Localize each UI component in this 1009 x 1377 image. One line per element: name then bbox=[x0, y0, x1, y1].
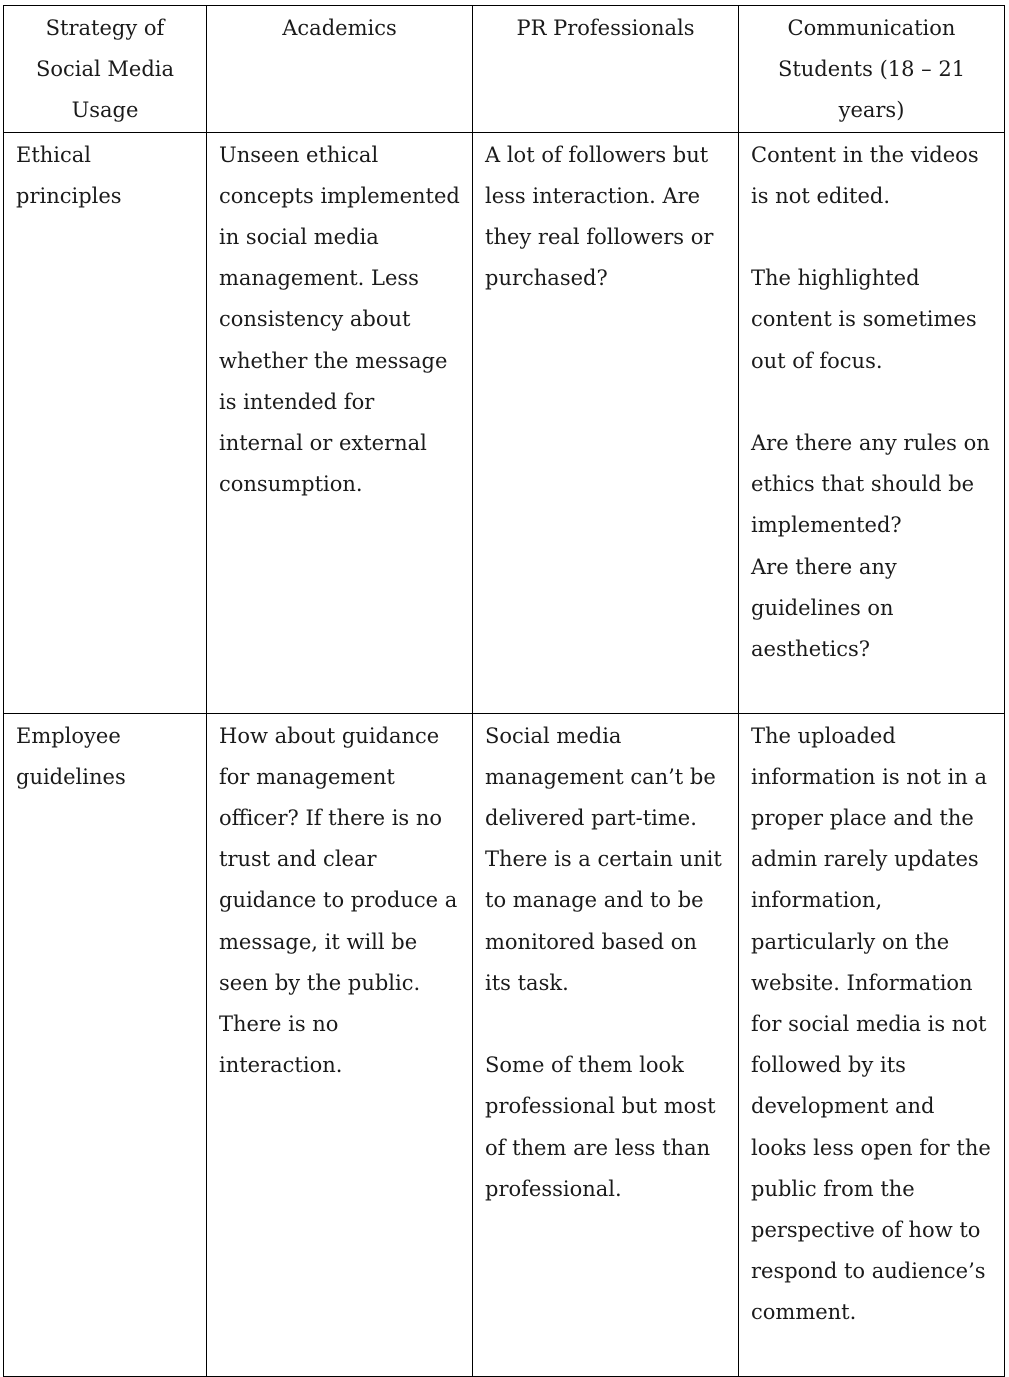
strategy-comparison-table bbox=[3, 5, 1005, 1377]
cell-paragraph: Are there any guidelines on aesthetics? bbox=[751, 554, 897, 662]
header-pr-professionals: PR Professionals bbox=[473, 6, 739, 133]
cell-paragraph: Some of them look professional but most of them are less than professional. bbox=[485, 1053, 716, 1201]
cell-students bbox=[739, 713, 1005, 1376]
table-row bbox=[4, 132, 1005, 713]
strategy-label: Employee guidelines bbox=[16, 723, 126, 789]
cell-academics bbox=[207, 132, 473, 713]
cell-academics bbox=[207, 713, 473, 1376]
cell-paragraph: The uploaded information is not in a proper place and the admin rarely updates information, particularly on the website. Information for social media is not followed by its development and looks less open for the public from the perspective of how to respond to audience’s comment. bbox=[751, 723, 991, 1325]
cell-paragraph: Content in the videos is not edited. bbox=[751, 142, 979, 208]
header-communication-students: Communication Students (18 – 21 years) bbox=[739, 6, 1005, 133]
header-academics: Academics bbox=[207, 6, 473, 133]
table-header-row bbox=[4, 6, 1005, 133]
cell-strategy bbox=[4, 132, 207, 713]
cell-paragraph: How about guidance for management officer? If there is no trust and clear guidance to produce a message, it will be seen by the public. There is no interaction. bbox=[219, 723, 458, 1078]
header-strategy: Strategy of Social Media Usage bbox=[4, 6, 207, 133]
cell-paragraph: Unseen ethical concepts implemented in social media management. Less consistency about whether the message is intended for internal or external consumption. bbox=[219, 142, 460, 497]
table-row bbox=[4, 713, 1005, 1376]
cell-paragraph: Social media management can’t be delivered part-time. There is a certain unit to manage and to be monitored based on its task. bbox=[485, 723, 722, 995]
strategy-label: Ethical principles bbox=[16, 142, 122, 208]
cell-students bbox=[739, 132, 1005, 713]
cell-paragraph: Are there any rules on ethics that should be implemented? bbox=[751, 431, 990, 538]
cell-paragraph: A lot of followers but less interaction. Are they real followers or purchased? bbox=[485, 142, 714, 291]
cell-pr-professionals bbox=[473, 132, 739, 713]
cell-paragraph: The highlighted content is sometimes out of focus. bbox=[751, 266, 977, 373]
cell-strategy bbox=[4, 713, 207, 1376]
cell-pr-professionals bbox=[473, 713, 739, 1376]
